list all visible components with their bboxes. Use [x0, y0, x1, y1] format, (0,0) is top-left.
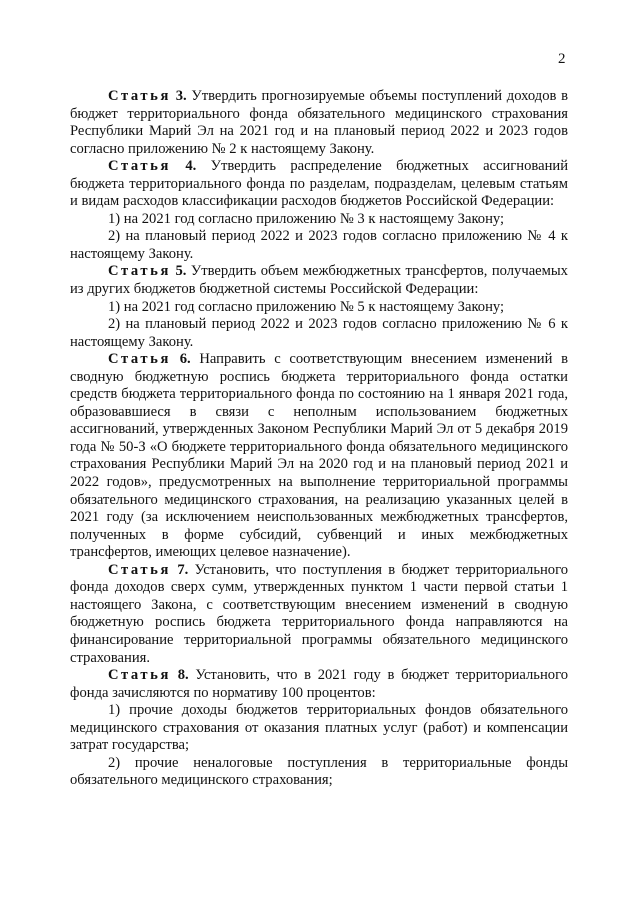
- article-number: 6.: [179, 351, 191, 368]
- article-heading: Статья: [108, 561, 171, 578]
- list-item: 2) на плановый период 2022 и 2023 годов согласно приложению № 4 к настоящему Закону.: [70, 228, 568, 262]
- article-text: Установить, что поступления в бюджет территориального фонда доходов сверх сумм, утвержденных пунктом 1 части первой статьи 1 настоящего Закона, с соответствующим внесением изменений в сводную бюджетную роспись бюджета территориального фонда направляются на финансирование территориальной программы обязательного медицинского страхования.: [70, 561, 568, 666]
- list-item: 2) на плановый период 2022 и 2023 годов согласно приложению № 6 к настоящему Закону.: [70, 316, 568, 350]
- article-number: 4.: [185, 158, 197, 175]
- article-8: [70, 667, 568, 702]
- article-4: [70, 158, 568, 211]
- article-text: Утвердить распределение бюджетных ассигнований бюджета территориального фонда по разделам, подразделам, целевым статьям и видам расходов классификации расходов бюджетов Российской Федерации:: [70, 158, 569, 210]
- article-heading: Статья: [108, 88, 171, 104]
- article-7: [70, 562, 568, 667]
- article-3: [70, 88, 568, 158]
- list-item: 1) прочие доходы бюджетов территориальных фондов обязательного медицинского страхования от оказания платных услуг (работ) и компенсации затрат государства;: [70, 702, 568, 754]
- list-item: 1) на 2021 год согласно приложению № 3 к настоящему Закону;: [108, 210, 505, 227]
- document-body: [70, 88, 568, 790]
- list-item: 2) прочие неналоговые поступления в территориальные фонды обязательного медицинского страхования;: [70, 754, 568, 789]
- article-heading: Статья: [108, 158, 171, 175]
- article-heading: Статья: [108, 667, 171, 684]
- article-number: 8.: [177, 667, 189, 684]
- article-heading: Статья: [108, 351, 171, 368]
- article-6: [70, 351, 568, 562]
- article-heading: Статья: [108, 263, 171, 280]
- article-number: 7.: [177, 561, 189, 578]
- article-number: 3.: [175, 88, 187, 104]
- page-number: 2: [558, 51, 566, 67]
- article-text: Установить, что в 2021 году в бюджет территориального фонда зачисляются по нормативу 100 процентов:: [70, 667, 568, 701]
- list-item: 1) на 2021 год согласно приложению № 5 к настоящему Закону;: [108, 298, 505, 315]
- article-text: Утвердить прогнозируемые объемы поступлений доходов в бюджет территориального фонда обязательного медицинского страхования Республики Марий Эл на 2021 год и на плановый период 2022 и 2023 годов согласно приложению № 2 к настоящему Закону.: [70, 88, 569, 157]
- article-text: Утвердить объем межбюджетных трансфертов, получаемых из других бюджетов бюджетной системы Российской Федерации:: [70, 263, 568, 298]
- article-5: [70, 263, 568, 298]
- article-number: 5.: [175, 263, 187, 280]
- article-text: Направить с соответствующим внесением изменений в сводную бюджетную роспись бюджета территориального фонда остатки средств бюджета территориального фонда по состоянию на 1 января 2021 года, образовавшиеся в связи с неполным использованием бюджетных ассигнований, утвержденных Законом Республики Марий Эл от 5 декабря 2019 года № 50-З «О бюджете территориального фонда обязательного медицинского страхования Республики Марий Эл на 2020 год и на плановый период 2021 и 2022 годов», предусмотренных на выполнение территориальной программы обязательного медицинского страхования, на реализацию указанных целей в 2021 году (за исключением неиспользованных межбюджетных трансфертов, полученных в форме субсидий, субвенций и иных межбюджетных трансфертов, имеющих целевое назначение).: [70, 351, 568, 561]
